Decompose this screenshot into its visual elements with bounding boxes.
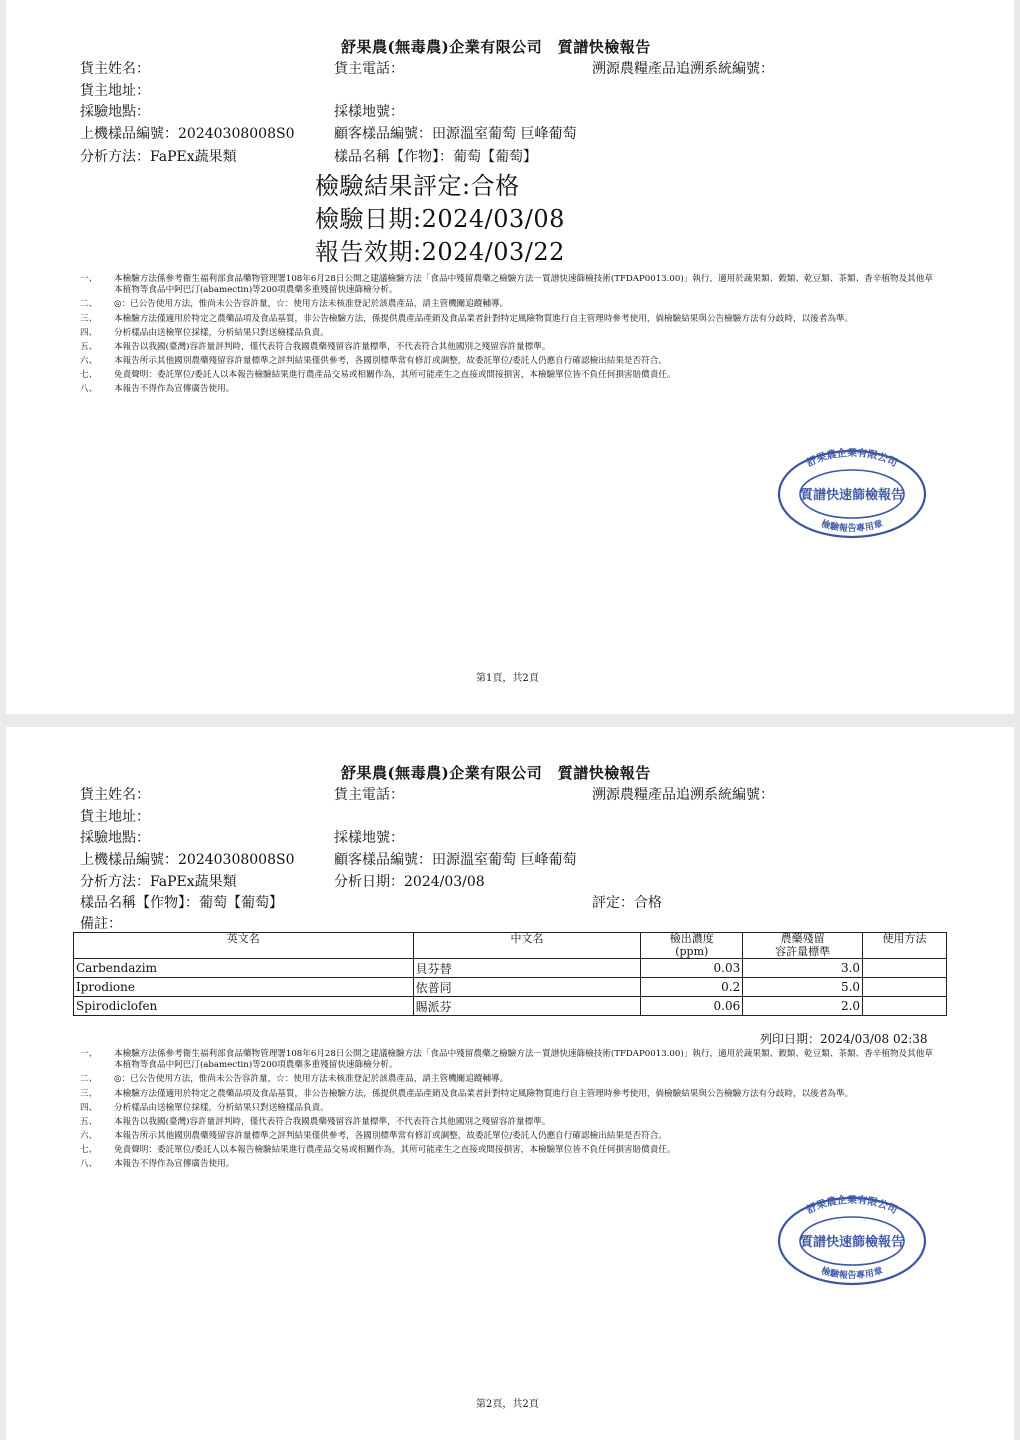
sample-id: 上機樣品編號：20240308008S0: [80, 126, 295, 142]
note-item: 二、 ◎：已公告使用方法，惟尚未公告容許量，☆：使用方法未核准登記於該農產品，請主管機關追蹤輔導。: [80, 299, 509, 310]
sampling-lot-label: 採樣地號：: [334, 104, 404, 120]
analysis-date: 分析日期：2024/03/08: [334, 874, 485, 890]
owner-phone-label: 貨主電話：: [334, 61, 404, 77]
company-seal-stamp: [776, 1195, 928, 1287]
table-row: [74, 997, 947, 1016]
cell-concentration: 0.2: [641, 978, 743, 997]
print-date: 列印日期：2024/03/08 02:38: [760, 1032, 928, 1046]
judgement: 評定：合格: [592, 895, 662, 911]
cell-english: Carbendazim: [74, 959, 414, 978]
owner-address-label: 貨主地址：: [80, 83, 150, 99]
cell-concentration: 0.03: [641, 959, 743, 978]
note-item: 一、 本檢驗方法係參考衛生福利部食品藥物管理署108年6月28日公開之建議檢驗方法「食品中殘留農藥之檢驗方法－質譜快速篩檢技術(TFDAP0013.00)」執行，適用於蔬果類、穀類、乾豆類、茶類、香辛植物及其他草本植物等食品中阿巴汀(abamectin)等200項農藥多重殘留快速篩檢分析。: [80, 1049, 933, 1071]
stamp-bottom-text: 檢驗報告專用章: [819, 1266, 885, 1282]
sample-name: 樣品名稱【作物】：葡萄【葡萄】: [80, 895, 283, 911]
cell-concentration: 0.06: [641, 997, 743, 1016]
col-header-concentration: 檢出濃度 (ppm): [641, 933, 743, 959]
col-header-usage: 使用方法: [863, 933, 947, 959]
table-row: [74, 959, 947, 978]
page-number: 第1頁，共2頁: [476, 673, 539, 684]
customer-sample-id: 顧客樣品編號：田源溫室葡萄 巨峰葡萄: [334, 126, 577, 142]
table-header-row: [74, 933, 947, 959]
customer-sample-id: 顧客樣品編號：田源溫室葡萄 巨峰葡萄: [334, 852, 577, 868]
cell-usage: [863, 997, 947, 1016]
cell-chinese: 賜派芬: [413, 997, 641, 1016]
owner-name-label: 貨主姓名：: [80, 787, 150, 803]
remarks-label: 備註：: [80, 916, 122, 932]
pesticide-results-table: [73, 932, 947, 1016]
notes-list: [80, 274, 940, 399]
notes-list: [80, 1049, 940, 1174]
col-header-chinese: 中文名: [413, 933, 641, 959]
cell-english: Iprodione: [74, 978, 414, 997]
stamp-center-text: 質譜快速篩檢報告: [799, 1235, 905, 1250]
sampling-place-label: 採驗地點：: [80, 830, 150, 846]
note-item: 二、 ◎：已公告使用方法，惟尚未公告容許量，☆：使用方法未核准登記於該農產品，請主管機關追蹤輔導。: [80, 1074, 509, 1085]
note-item: 六、 本報告所示其他國別農藥殘留容許量標準之評判結果僅供參考，各國別標準常有修訂或調整，故委託單位/委託人仍應自行確認檢出結果是否符合。: [80, 356, 667, 367]
svg-text:檢驗報告專用章: [820, 517, 884, 534]
table-row: [74, 978, 947, 997]
note-item: 一、 本檢驗方法係參考衛生福利部食品藥物管理署108年6月28日公開之建議檢驗方法「食品中殘留農藥之檢驗方法－質譜快速篩檢技術(TFDAP0013.00)」執行，適用於蔬果類、穀類、乾豆類、茶類、香辛植物及其他草本植物等食品中阿巴汀(abamectin)等200項農藥多重殘留快速篩檢分析。: [80, 274, 933, 296]
page-number: 第2頁，共2頁: [476, 1399, 539, 1410]
sample-id: 上機樣品編號：20240308008S0: [80, 852, 295, 868]
report-title: 舒果農(無毒農)企業有限公司 質譜快檢報告: [341, 764, 651, 782]
analysis-method: 分析方法：FaPEx蔬果類: [80, 874, 237, 890]
sampling-place-label: 採驗地點：: [80, 104, 150, 120]
svg-text:舒果農企業有限公司: [803, 448, 900, 470]
col-header-mrl: 農藥殘留 容許量標準: [743, 933, 863, 959]
cell-mrl: 3.0: [743, 959, 863, 978]
report-valid-date: 報告效期:2024/03/22: [315, 238, 565, 266]
note-item: 七、 免責聲明：委託單位/委託人以本報告檢驗結果進行農產品交易或相關作為，其所可能產生之直接或間接損害，本檢驗單位皆不負任何損害賠償責任。: [80, 370, 676, 381]
cell-usage: [863, 978, 947, 997]
company-seal-stamp: [776, 448, 928, 540]
note-item: 七、 免責聲明：委託單位/委託人以本報告檢驗結果進行農產品交易或相關作為，其所可能產生之直接或間接損害，本檢驗單位皆不負任何損害賠償責任。: [80, 1145, 676, 1156]
cell-chinese: 依普同: [413, 978, 641, 997]
report-page-2: [6, 727, 1014, 1440]
report-page-1: [6, 0, 1014, 714]
sample-name: 樣品名稱【作物】：葡萄【葡萄】: [334, 149, 537, 165]
stamp-top-text: 舒果農企業有限公司: [805, 1195, 899, 1217]
trace-number-label: 溯源農糧產品追溯系統編號：: [592, 787, 774, 803]
owner-address-label: 貨主地址：: [80, 809, 150, 825]
stamp-top-text: 舒果農企業有限公司: [805, 448, 899, 470]
cell-mrl: 5.0: [743, 978, 863, 997]
svg-text:檢驗報告專用章: [820, 1264, 884, 1281]
report-title: 舒果農(無毒農)企業有限公司 質譜快檢報告: [341, 38, 651, 56]
sampling-lot-label: 採樣地號：: [334, 830, 404, 846]
trace-number-label: 溯源農糧產品追溯系統編號：: [592, 61, 774, 77]
test-result: 檢驗結果評定:合格: [315, 172, 520, 200]
cell-english: Spirodiclofen: [74, 997, 414, 1016]
owner-phone-label: 貨主電話：: [334, 787, 404, 803]
col-header-english: 英文名: [74, 933, 414, 959]
svg-text:舒果農企業有限公司: [803, 1195, 900, 1217]
note-item: 八、 本報告不得作為宣傳廣告使用。: [80, 384, 235, 395]
note-item: 四、 分析樣品由送檢單位採樣，分析結果只對送檢樣品負責。: [80, 1102, 329, 1113]
note-item: 六、 本報告所示其他國別農藥殘留容許量標準之評判結果僅供參考，各國別標準常有修訂或調整，故委託單位/委託人仍應自行確認檢出結果是否符合。: [80, 1131, 667, 1142]
stamp-center-text: 質譜快速篩檢報告: [799, 488, 905, 503]
cell-mrl: 2.0: [743, 997, 863, 1016]
note-item: 五、 本報告以我國(臺灣)容許量評判時，僅代表符合我國農藥殘留容許量標準，不代表符合其他國別之殘留容許量標準。: [80, 341, 551, 352]
note-item: 三、 本檢驗方法僅適用於特定之農藥品項及食品基質，非公告檢驗方法，係提供農產品產銷及食品業者針對特定風險物質進行自主管理時參考使用，倘檢驗結果與公告檢驗方法有分歧時，以後者為準。: [80, 313, 854, 324]
cell-chinese: 貝芬替: [413, 959, 641, 978]
note-item: 五、 本報告以我國(臺灣)容許量評判時，僅代表符合我國農藥殘留容許量標準，不代表符合其他國別之殘留容許量標準。: [80, 1116, 551, 1127]
note-item: 三、 本檢驗方法僅適用於特定之農藥品項及食品基質，非公告檢驗方法，係提供農產品產銷及食品業者針對特定風險物質進行自主管理時參考使用，倘檢驗結果與公告檢驗方法有分歧時，以後者為準。: [80, 1088, 854, 1099]
analysis-method: 分析方法：FaPEx蔬果類: [80, 149, 237, 165]
test-date: 檢驗日期:2024/03/08: [315, 205, 565, 233]
stamp-bottom-text: 檢驗報告專用章: [819, 519, 885, 535]
cell-usage: [863, 959, 947, 978]
owner-name-label: 貨主姓名：: [80, 61, 150, 77]
note-item: 四、 分析樣品由送檢單位採樣，分析結果只對送檢樣品負責。: [80, 327, 329, 338]
note-item: 八、 本報告不得作為宣傳廣告使用。: [80, 1159, 235, 1170]
